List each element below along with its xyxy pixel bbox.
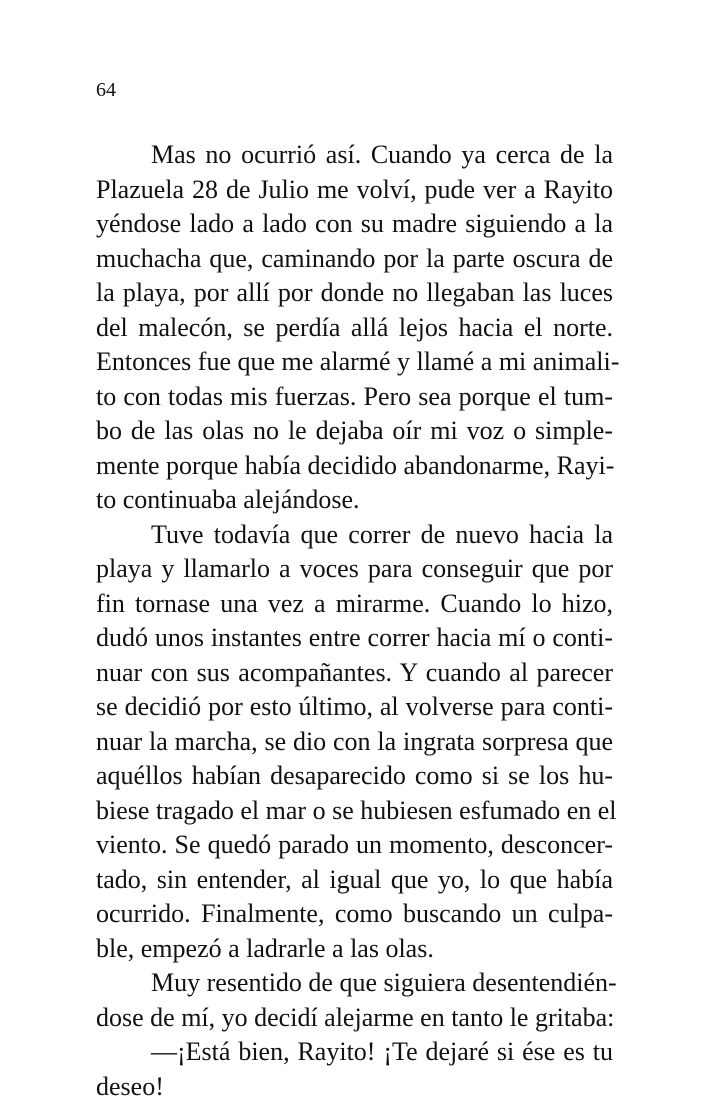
text-line: deseo! [96,1070,613,1104]
paragraph [96,966,613,1035]
text-line: Entonces fue que me alarmé y llamé a mi animali- [96,345,613,380]
text-line: nuar con sus acompañantes. Y cuando al parecer [96,656,613,691]
text-line: ble, empezó a ladrarle a las olas. [96,932,613,967]
text-line: tado, sin entender, al igual que yo, lo que había [96,863,613,898]
text-line: biese tragado el mar o se hubiesen esfumado en el [96,794,613,829]
text-line: yéndose lado a lado con su madre siguiendo a la [96,207,613,242]
text-line: to continuaba alejándose. [96,483,613,518]
text-line: se decidió por esto último, al volverse para conti- [96,690,613,725]
text-line: mente porque había decidido abandonarme, Rayi- [96,449,613,484]
text-line: Plazuela 28 de Julio me volví, pude ver a Rayito [96,173,613,208]
text-line: viento. Se quedó parado un momento, desconcer- [96,828,613,863]
page-number: 64 [96,78,116,102]
text-line: nuar la marcha, se dio con la ingrata sorpresa que [96,725,613,760]
text-line: ocurrido. Finalmente, como buscando un culpa- [96,897,613,932]
text-line: bo de las olas no le dejaba oír mi voz o simple- [96,414,613,449]
text-line: la playa, por allí por donde no llegaban las luces [96,276,613,311]
text-line: Mas no ocurrió así. Cuando ya cerca de la [96,138,613,173]
text-line: playa y llamarlo a voces para conseguir que por [96,552,613,587]
text-line: aquéllos habían desaparecido como si se los hu- [96,759,613,794]
text-line: Tuve todavía que correr de nuevo hacia la [96,518,613,553]
text-line: dose de mí, yo decidí alejarme en tanto le gritaba: [96,1001,613,1036]
text-line: —¡Está bien, Rayito! ¡Te dejaré si ése es tu [96,1035,613,1070]
text-line: Muy resentido de que siguiera desentendién- [96,966,613,1001]
text-line: fin tornase una vez a mirarme. Cuando lo hizo, [96,587,613,622]
paragraph [96,138,613,518]
paragraph [96,518,613,967]
text-line: to con todas mis fuerzas. Pero sea porque el tum- [96,380,613,415]
dialogue-paragraph [96,1035,613,1104]
text-line: del malecón, se perdía allá lejos hacia el norte. [96,311,613,346]
text-line: dudó unos instantes entre correr hacia mí o conti- [96,621,613,656]
text-line: muchacha que, caminando por la parte oscura de [96,242,613,277]
body-text [96,138,613,1104]
